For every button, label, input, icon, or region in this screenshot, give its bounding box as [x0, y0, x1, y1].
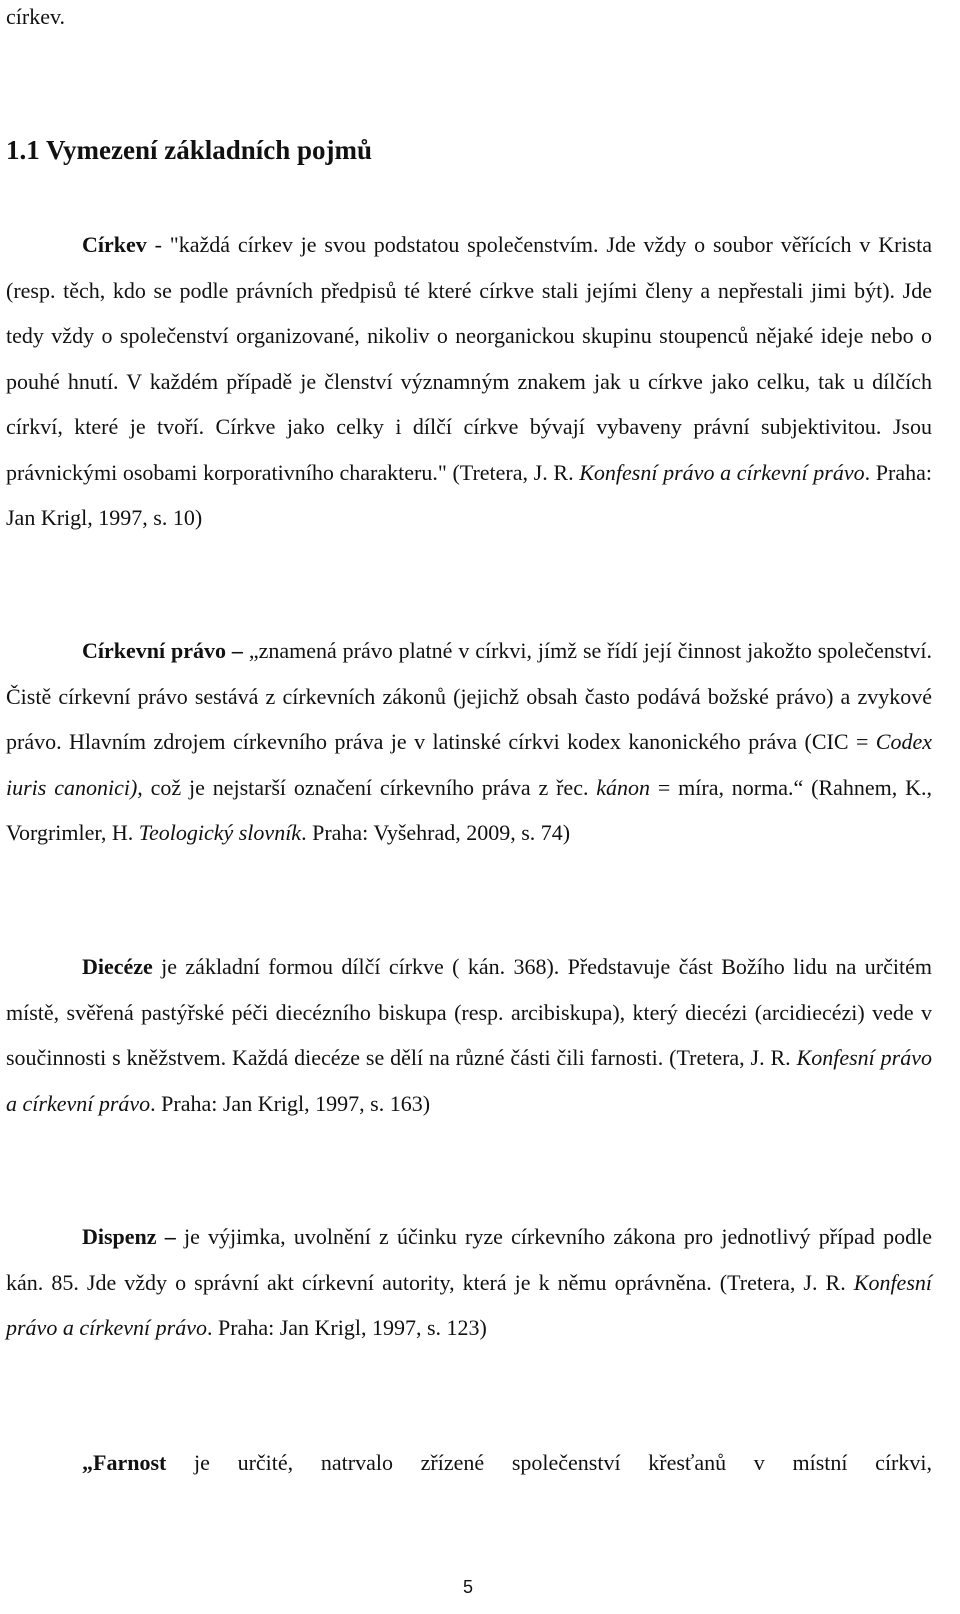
citation-text: . Praha: Jan Krigl, 1997, s. 10)	[6, 459, 932, 530]
definition-paragraph-cirkev	[6, 222, 932, 541]
section-heading: 1.1 Vymezení základních pojmů	[6, 135, 373, 165]
definition-paragraph-dispenz	[6, 1214, 932, 1351]
citation-title: Konfesní právo a církevní právo	[6, 1269, 932, 1340]
citation-text: . Praha: Jan Krigl, 1997, s. 163)	[150, 1090, 431, 1116]
term-dieceze: Diecéze	[82, 954, 153, 979]
definition-paragraph-farnost	[6, 1440, 932, 1486]
citation-text: = míra, norma.“ (Rahnem, K., Vorgrimler, H.	[6, 774, 932, 845]
citation-title: Teologický slovník	[138, 820, 302, 845]
definition-text: je základní formou dílčí církve ( kán. 368). Představuje část Božího lidu na určitém místě, svěřená pastýřské péči diecézního biskupa (resp. arcibiskupa), který diecézi (arcidiecézi) vede v součinnosti s kněžstvem. Každá diecéze se dělí na různé části čili farnosti. (Tretera, J. R.	[6, 954, 932, 1070]
definition-paragraph-dieceze	[6, 944, 932, 1126]
definition-text: „znamená právo platné v církvi, jímž se řídí její činnost jakožto společenství. Čistě církevní právo sestává z církevních zákonů (jejichž obsah často podává božské právo) a zvykové právo. Hlavním zdrojem církevního práva je v latinské církvi kodex kanonického práva (CIC =	[6, 638, 932, 754]
term-dispenz: Dispenz –	[82, 1224, 176, 1249]
definition-text: je určité, natrvalo zřízené společenství křesťanů v místní církvi,	[166, 1450, 932, 1475]
citation-text: . Praha: Jan Krigl, 1997, s. 123)	[207, 1315, 487, 1340]
term-farnost: „Farnost	[82, 1450, 167, 1475]
definition-text: je výjimka, uvolnění z účinku ryze církevního zákona pro jednotlivý případ podle kán. 85. Jde vždy o správní akt církevní autority, která je k němu oprávněna. (Tretera, J. R.	[6, 1224, 933, 1295]
definition-text: - "každá církev je svou podstatou společenstvím. Jde vždy o soubor věřících v Krista (resp. těch, kdo se podle právních předpisů té které církve stali jejími členy a nepřestali jimi být). Jde tedy vždy o společenství organizované, nikoliv o neorganickou skupinu stoupenců nějaké ideje nebo o pouhé hnutí. V každém případě je členství významným znakem jak u církve jako celku, tak u dílčích církví, které je tvoří. Církve jako celky i dílčí církve bývají vybaveny právní subjektivitou. Jsou právnickými osobami korporativního charakteru." (Tretera, J. R.	[6, 232, 932, 485]
definition-paragraph-cirkevni-pravo	[6, 628, 932, 856]
citation-title: Konfesní právo a církevní právo	[579, 459, 865, 485]
greek-term: kánon	[596, 774, 651, 800]
page-number: 5	[462, 1577, 473, 1597]
latin-term: Codex iuris canonici)	[6, 729, 932, 800]
previous-page-fragment: církev.	[6, 4, 66, 29]
definition-text: , což je nejstarší označení církevního práva z řec.	[137, 774, 597, 800]
citation-title: Konfesní právo a církevní právo	[6, 1045, 932, 1116]
citation-text: . Praha: Vyšehrad, 2009, s. 74)	[301, 820, 571, 845]
term-cirkevni-pravo: Církevní právo –	[82, 638, 243, 663]
term-cirkev: Církev	[82, 232, 147, 257]
